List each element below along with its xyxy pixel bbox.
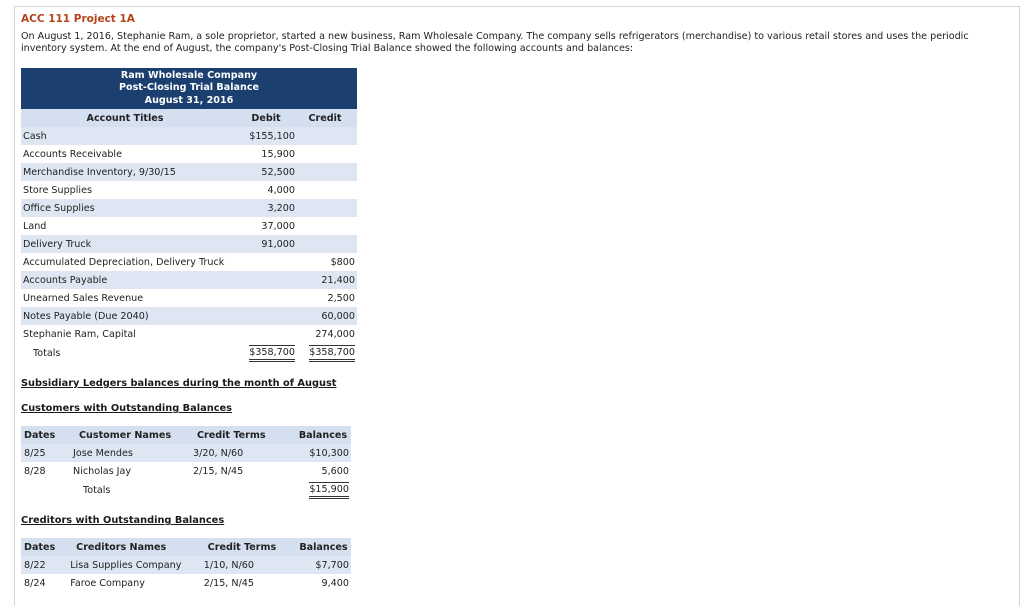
col-account-titles: Account Titles bbox=[86, 112, 164, 124]
col-dates: Dates bbox=[24, 429, 56, 441]
trial-balance-row bbox=[21, 289, 357, 307]
creditor-name: Lisa Supplies Company bbox=[70, 559, 182, 571]
creditor-balance: $7,700 bbox=[315, 559, 349, 571]
credit-amount: 60,000 bbox=[321, 310, 355, 322]
account-title: Delivery Truck bbox=[23, 238, 92, 250]
account-title: Unearned Sales Revenue bbox=[23, 292, 144, 304]
statement-name: Post-Closing Trial Balance bbox=[118, 82, 260, 94]
creditor-credit-terms: 1/10, N/60 bbox=[203, 559, 255, 571]
debit-amount: $155,100 bbox=[249, 130, 295, 142]
credit-amount: 21,400 bbox=[321, 274, 355, 286]
debit-amount: 15,900 bbox=[261, 148, 295, 160]
creditors-column-headers bbox=[21, 538, 351, 556]
creditor-row bbox=[21, 556, 351, 574]
customer-row bbox=[21, 462, 351, 480]
customer-date: 8/28 bbox=[24, 465, 46, 477]
debit-amount: 91,000 bbox=[261, 238, 295, 250]
account-title: Accounts Payable bbox=[23, 274, 108, 286]
trial-balance-row bbox=[21, 325, 357, 343]
customers-totals-label: Totals bbox=[83, 484, 111, 496]
account-title: Stephanie Ram, Capital bbox=[23, 328, 136, 340]
account-title: Notes Payable (Due 2040) bbox=[23, 310, 149, 322]
trial-balance-row bbox=[21, 127, 357, 145]
trial-balance-column-headers bbox=[21, 109, 357, 127]
account-title: Accounts Receivable bbox=[23, 148, 122, 160]
customers-total: $15,900 bbox=[309, 482, 349, 499]
customer-name: Jose Mendes bbox=[73, 447, 133, 459]
statement-date: August 31, 2016 bbox=[144, 94, 234, 106]
trial-balance-header bbox=[21, 68, 357, 109]
col-credit: Credit bbox=[308, 112, 342, 124]
debit-amount: 3,200 bbox=[267, 202, 295, 214]
account-title: Land bbox=[23, 220, 47, 232]
creditor-credit-terms: 2/15, N/45 bbox=[203, 577, 255, 589]
creditor-balance: 9,400 bbox=[321, 577, 349, 589]
debit-amount: 52,500 bbox=[261, 166, 295, 178]
creditor-name: Faroe Company bbox=[70, 577, 145, 589]
credit-amount: $800 bbox=[330, 256, 355, 268]
account-title: Merchandise Inventory, 9/30/15 bbox=[23, 166, 176, 178]
totals-label: Totals bbox=[33, 347, 61, 359]
creditor-date: 8/22 bbox=[24, 559, 46, 571]
credit-amount: 2,500 bbox=[327, 292, 355, 304]
customer-balance: 5,600 bbox=[321, 465, 349, 477]
customer-balance: $10,300 bbox=[309, 447, 349, 459]
subsidiary-ledgers-title: Subsidiary Ledgers balances during the month of August bbox=[21, 378, 337, 389]
trial-balance-row bbox=[21, 199, 357, 217]
customer-credit-terms: 3/20, N/60 bbox=[193, 447, 244, 459]
account-title: Cash bbox=[23, 130, 47, 142]
creditor-row bbox=[21, 574, 351, 592]
trial-balance-table bbox=[21, 68, 357, 363]
col-credit-terms: Credit Terms bbox=[207, 541, 277, 553]
company-name: Ram Wholesale Company bbox=[120, 70, 258, 81]
creditors-section-title: Creditors with Outstanding Balances bbox=[21, 515, 225, 526]
debit-amount: 37,000 bbox=[261, 220, 295, 232]
account-title: Store Supplies bbox=[23, 184, 92, 196]
customer-row bbox=[21, 444, 351, 462]
trial-balance-row bbox=[21, 235, 357, 253]
total-credit: $358,700 bbox=[309, 345, 355, 362]
account-title: Accumulated Depreciation, Delivery Truck bbox=[23, 256, 225, 268]
col-creditor-names: Creditors Names bbox=[76, 541, 167, 553]
trial-balance-row bbox=[21, 163, 357, 181]
debit-amount: 4,000 bbox=[267, 184, 295, 196]
page-title: ACC 111 Project 1A bbox=[21, 13, 135, 25]
customers-column-headers bbox=[21, 426, 351, 444]
col-dates: Dates bbox=[24, 541, 56, 553]
trial-balance-row bbox=[21, 271, 357, 289]
customers-section-title: Customers with Outstanding Balances bbox=[21, 403, 232, 414]
trial-balance-row bbox=[21, 253, 357, 271]
trial-balance-row bbox=[21, 145, 357, 163]
credit-amount: 274,000 bbox=[315, 328, 355, 340]
customer-credit-terms: 2/15, N/45 bbox=[193, 465, 244, 477]
trial-balance-row bbox=[21, 181, 357, 199]
customer-name: Nicholas Jay bbox=[73, 465, 132, 477]
customer-date: 8/25 bbox=[24, 447, 46, 459]
col-balances: Balances bbox=[298, 429, 348, 441]
total-debit: $358,700 bbox=[249, 345, 295, 362]
customers-table bbox=[21, 426, 351, 500]
col-debit: Debit bbox=[251, 112, 281, 124]
customers-totals-row bbox=[21, 480, 351, 500]
creditors-table bbox=[21, 538, 351, 592]
trial-balance-row bbox=[21, 307, 357, 325]
intro-paragraph: On August 1, 2016, Stephanie Ram, a sole proprietor, started a new business, Ram Wholesale Company. The company sells refrigerators (merchandise) to various retail stores and uses the periodic inventory system. At the end of August, the company's Post-Closing Trial Balance showed the following accounts and balances: bbox=[21, 31, 969, 54]
col-balances: Balances bbox=[299, 541, 348, 553]
col-customer-names: Customer Names bbox=[79, 429, 172, 441]
trial-balance-totals-row bbox=[21, 343, 357, 363]
creditor-date: 8/24 bbox=[24, 577, 46, 589]
account-title: Office Supplies bbox=[23, 202, 95, 214]
trial-balance-row bbox=[21, 217, 357, 235]
col-credit-terms: Credit Terms bbox=[197, 429, 266, 441]
